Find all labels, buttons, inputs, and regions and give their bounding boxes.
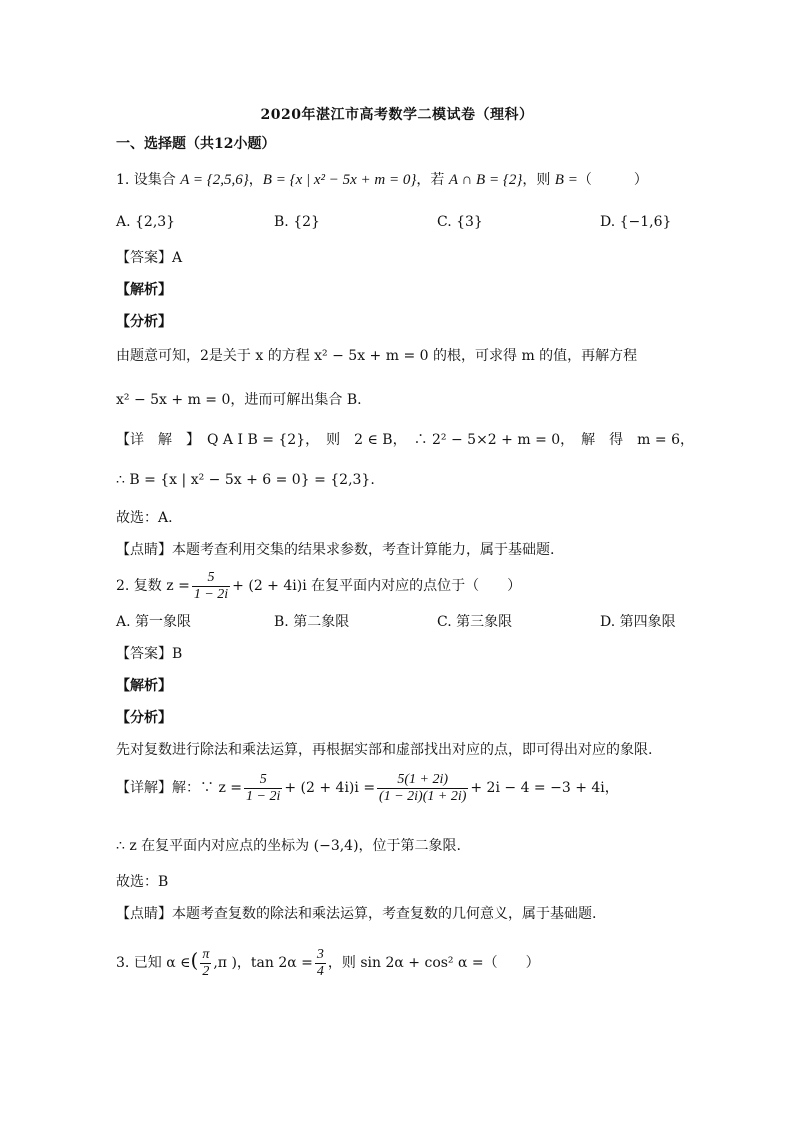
q1-fenxi-line-2: x² − 5x + m = 0，进而可解出集合 B. <box>116 392 362 408</box>
q2-frac-den: 1 − 2i <box>193 586 229 602</box>
q1-then-text: ，则 <box>522 172 555 188</box>
q3-stem-text: 3. 已知 α ∈ <box>116 955 191 971</box>
q1-dianjing: 【点睛】本题考查利用交集的结果求参数，考查计算能力，属于基础题. <box>116 542 555 558</box>
q2-d-den2: (1 − 2i)(1 + 2i) <box>379 788 467 804</box>
q1-option-c: C. {3} <box>437 214 483 230</box>
q3-frac-pi <box>200 947 211 980</box>
q2-stem-text: 2. 复数 z = <box>116 578 190 594</box>
q3-f-num: π <box>202 946 210 962</box>
q1-set-a: A = {2,5,6} <box>180 172 249 188</box>
q2-option-d: D. 第四象限 <box>600 614 676 630</box>
q2-fenxi-heading: 【分析】 <box>116 710 172 726</box>
q2-detail-frac-1 <box>244 772 282 805</box>
q1-cond-text: ，若 <box>416 172 449 188</box>
q1-sep: ， <box>248 172 263 188</box>
q2-detail-end: + 2i − 4 = −3 + 4i， <box>470 780 619 796</box>
q1-option-a: A. {2,3} <box>116 214 176 230</box>
q3-frac-tan <box>315 947 326 980</box>
q1-analysis-heading: 【解析】 <box>116 282 172 298</box>
q3-t-num: 3 <box>316 946 324 962</box>
q1-answer: 【答案】A <box>116 250 183 266</box>
q3-t-den: 4 <box>316 963 324 979</box>
q1-ask: B = <box>554 172 578 188</box>
q2-frac-num: 5 <box>192 570 230 587</box>
q1-fenxi-line-1: 由题意可知，2是关于 x 的方程 x² − 5x + m = 0 的根，可求得 m 的值，再解方程 <box>116 348 638 364</box>
q2-choose: 故选：B <box>116 874 169 890</box>
q1-fenxi-heading: 【分析】 <box>116 314 172 330</box>
q2-option-a: A. 第一象限 <box>116 614 192 630</box>
q2-d-den1: 1 − 2i <box>246 788 281 804</box>
page-title: 2020年湛江市高考数学二模试卷（理科） <box>260 107 534 123</box>
q1-blank: （ ） <box>577 172 648 188</box>
q2-detail-frac-2 <box>377 772 468 805</box>
q1-set-b: B = {x | x² − 5x + m = 0} <box>262 172 417 188</box>
q2-d-num1: 5 <box>244 772 282 789</box>
q1-condition: A ∩ B = {2} <box>448 172 523 188</box>
q2-d-num2: 5(1 + 2i) <box>377 772 468 789</box>
q2-detail-line-2: ∴ z 在复平面内对应点的坐标为 (−3,4)，位于第二象限. <box>116 838 462 854</box>
q3-stem: 3. 已知 α ∈( $\frac{\pi}{2}$ ,π )，tan 2α = $\frac{3}{4}$ ，则 sin 2α + cos² α =（ ） <box>116 946 540 979</box>
q1-detail-line-1: 【详 解 】 Q A I B = {2}， 则 2 ∈ B， ∴ 2² − 5×2 + m = 0， 解 得 m = 6， <box>116 432 694 448</box>
q1-choose: 故选：A. <box>116 510 173 526</box>
q3-stem-end: ，则 sin 2α + cos² α =（ ） <box>327 955 540 971</box>
q1-option-b: B. {2} <box>274 214 320 230</box>
q1-stem <box>116 170 648 190</box>
q2-stem-rest: + (2 + 4i)i 在复平面内对应的点位于（ ） <box>232 578 522 594</box>
q2-option-c: C. 第三象限 <box>437 614 513 630</box>
section-heading: 一、选择题（共12小题） <box>116 136 276 152</box>
q2-detail-text: 【详解】解：∵ z = <box>116 780 243 796</box>
q3-f-den: 2 <box>202 963 210 979</box>
q2-detail-mid: + (2 + 4i)i = <box>284 780 376 796</box>
q2-option-b: B. 第二象限 <box>274 614 350 630</box>
q2-detail-line-1 <box>116 768 619 808</box>
q2-fenxi-line-1: 先对复数进行除法和乘法运算，再根据实部和虚部找出对应的点，即可得出对应的象限. <box>116 742 653 758</box>
q2-analysis-heading: 【解析】 <box>116 678 172 694</box>
q3-stem-mid: ,π )，tan 2α = <box>213 955 313 971</box>
q2-stem <box>116 568 521 604</box>
q1-detail-line-2: ∴ B = {x | x² − 5x + 6 = 0} = {2,3}. <box>116 472 375 488</box>
q1-option-d: D. {−1,6} <box>600 214 672 230</box>
q2-fraction <box>192 570 230 603</box>
q1-stem-text: 1. 设集合 <box>116 172 181 188</box>
q2-dianjing: 【点睛】本题考查复数的除法和乘法运算，考查复数的几何意义，属于基础题. <box>116 906 597 922</box>
q2-answer: 【答案】B <box>116 646 183 662</box>
